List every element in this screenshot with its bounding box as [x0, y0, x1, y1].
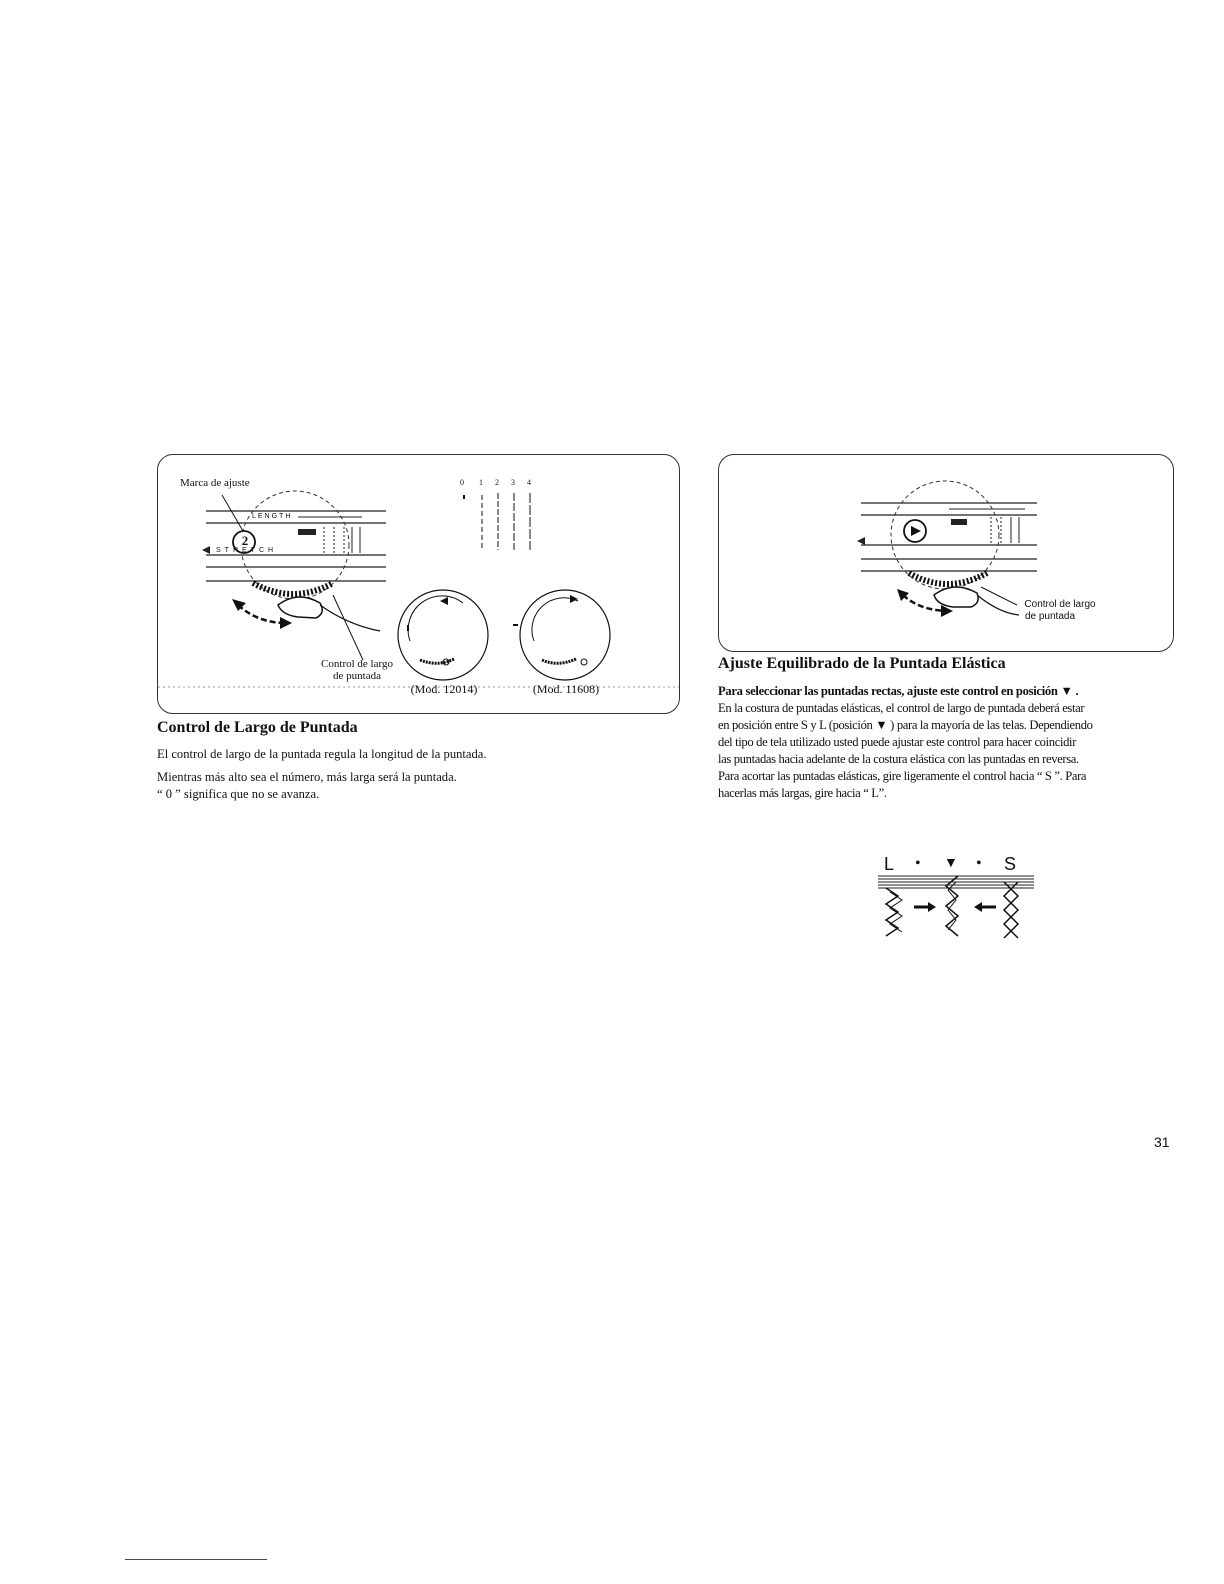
marca-de-ajuste-label: Marca de ajuste: [180, 477, 250, 489]
right-control-largo-line1: Control de largo: [1024, 599, 1096, 610]
scale-number-4: 4: [527, 478, 531, 487]
control-largo-label-line2: de puntada: [333, 670, 381, 682]
right-body-line-1: En la costura de puntadas elásticas, el control de largo de puntada deberá estar: [718, 701, 1085, 715]
stitch-marker: ▼: [944, 856, 958, 871]
left-para-1: El control de largo de la puntada regula la longitud de la puntada.: [157, 747, 487, 761]
right-section-heading: Ajuste Equilibrado de la Puntada Elástica: [718, 655, 1006, 672]
scale-number-3: 3: [511, 478, 515, 487]
left-figure-panel: [157, 454, 680, 714]
page-number: 31: [1154, 1134, 1170, 1150]
right-body-line-2: en posición entre S y L (posición ▼ ) para la mayoría de las telas. Dependiendo: [718, 718, 1093, 732]
panel-length-word: LENGTH: [252, 513, 293, 520]
right-lead-line: Para seleccionar las puntadas rectas, ajuste este control en posición ▼ .: [718, 684, 1079, 698]
scale-number-0: 0: [460, 478, 464, 487]
stitch-dot-1: •: [915, 855, 921, 872]
right-body-line-6: hacerlas más largas, gire hacia “ L”.: [718, 786, 887, 800]
model-12014-label: (Mod. 12014): [410, 682, 478, 696]
stitch-letter-l: L: [884, 854, 895, 874]
stitch-letter-s: S: [1004, 854, 1017, 874]
left-para-2-line2: “ 0 ” significa que no se avanza.: [157, 787, 320, 801]
scale-number-1: 1: [479, 478, 483, 487]
dial-value-label: 2: [241, 533, 249, 548]
right-body-line-4: las puntadas hacia adelante de la costura elástica con las puntadas en reversa.: [718, 752, 1079, 766]
bottom-rule: [125, 1559, 267, 1560]
right-figure-panel: [718, 454, 1174, 652]
stitch-dot-2: •: [976, 855, 982, 872]
control-largo-label-line1: Control de largo: [321, 658, 393, 670]
stitch-balance-diagram: [872, 852, 1042, 952]
right-control-largo-line2: de puntada: [1024, 611, 1076, 622]
stitch-length-dial-illustration: [158, 455, 679, 713]
left-section-heading: Control de Largo de Puntada: [157, 719, 358, 736]
right-body-line-3: del tipo de tela utilizado usted puede ajustar este control para hacer coincidir: [718, 735, 1077, 749]
scale-number-2: 2: [495, 478, 499, 487]
right-body-line-5: Para acortar las puntadas elásticas, gire ligeramente el control hacia “ S ”. Para: [718, 769, 1087, 783]
stretch-dial-illustration: [719, 455, 1173, 651]
panel-stretch-word: STRETCH: [216, 547, 278, 554]
left-para-2-line1: Mientras más alto sea el número, más larga será la puntada.: [157, 770, 457, 784]
model-11608-label: (Mod. 11608): [532, 682, 600, 696]
